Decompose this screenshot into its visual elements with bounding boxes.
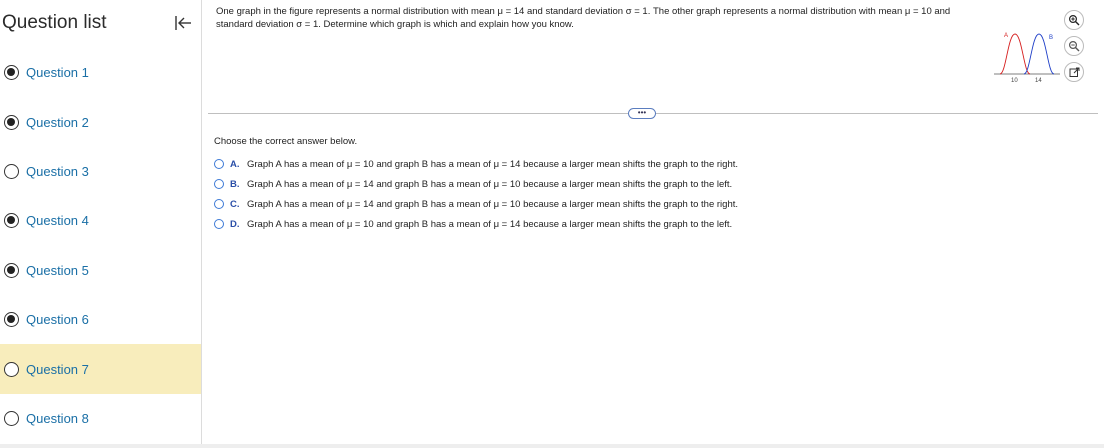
question-label: Question 6 [26, 312, 89, 328]
question-panel [202, 0, 1104, 448]
answered-status-icon [4, 213, 19, 228]
popout-button[interactable] [1064, 62, 1084, 82]
curve-a [1000, 34, 1030, 74]
popout-icon [1069, 67, 1080, 78]
collapse-left-icon [172, 12, 194, 34]
option-d-letter: D. [230, 218, 240, 230]
option-c-text: Graph A has a mean of μ = 14 and graph B has a mean of μ = 10 because a larger mean shifts the graph to the right. [247, 198, 739, 210]
question-item-8[interactable] [0, 394, 201, 443]
option-d-radio[interactable] [214, 219, 224, 229]
question-item-7[interactable] [0, 344, 201, 393]
curve-b-label: B [1049, 35, 1054, 41]
answered-status-icon [4, 263, 19, 278]
question-item-3[interactable] [0, 147, 201, 196]
zoom-out-button[interactable] [1064, 36, 1084, 56]
question-item-1[interactable] [0, 48, 201, 97]
option-b-radio[interactable] [214, 179, 224, 189]
question-label: Question 4 [26, 213, 89, 229]
question-item-4[interactable] [0, 196, 201, 245]
question-label: Question 5 [26, 262, 89, 278]
answered-status-icon [4, 65, 19, 80]
question-list-sidebar [0, 0, 202, 448]
answered-status-icon [4, 312, 19, 327]
sidebar-header [0, 0, 201, 46]
question-label: Question 3 [26, 163, 89, 179]
unanswered-status-icon [4, 362, 19, 377]
expand-more-button[interactable]: ••• [628, 108, 656, 119]
answered-status-icon [4, 115, 19, 130]
question-item-6[interactable] [0, 295, 201, 344]
question-text: One graph in the figure represents a normal distribution with mean μ = 14 and standard deviation σ = 1. The other graph represents a normal distribution with mean μ = 10 and standard deviation σ = 1. Determine which graph is which and explain how you know. [216, 6, 951, 30]
sidebar-title: Question list [2, 12, 107, 33]
question-label: Question 1 [26, 65, 89, 81]
option-a-letter: A. [230, 158, 240, 170]
option-b[interactable] [214, 174, 738, 194]
tick-label-14: 14 [1035, 78, 1042, 84]
option-d-text: Graph A has a mean of μ = 10 and graph B has a mean of μ = 14 because a larger mean shifts the graph to the left. [247, 218, 733, 230]
question-label: Question 8 [26, 410, 89, 426]
answer-prompt: Choose the correct answer below. [214, 136, 358, 147]
zoom-in-icon [1068, 14, 1080, 26]
option-d[interactable] [214, 214, 738, 234]
question-item-5[interactable] [0, 246, 201, 295]
option-a-radio[interactable] [214, 159, 224, 169]
question-label: Question 7 [26, 361, 89, 377]
tick-label-10: 10 [1011, 78, 1018, 84]
option-c-letter: C. [230, 198, 240, 210]
option-a-text: Graph A has a mean of μ = 10 and graph B has a mean of μ = 14 because a larger mean shifts the graph to the right. [247, 158, 739, 170]
unanswered-status-icon [4, 411, 19, 426]
question-list [0, 48, 201, 443]
zoom-out-icon [1068, 40, 1080, 52]
curve-a-label: A [1004, 33, 1009, 39]
question-label: Question 2 [26, 114, 89, 130]
question-item-2[interactable] [0, 97, 201, 146]
option-c[interactable] [214, 194, 738, 214]
zoom-in-button[interactable] [1064, 10, 1084, 30]
option-b-letter: B. [230, 178, 240, 190]
unanswered-status-icon [4, 164, 19, 179]
option-b-text: Graph A has a mean of μ = 14 and graph B has a mean of μ = 10 because a larger mean shifts the graph to the left. [247, 178, 733, 190]
figure-tools [1064, 10, 1088, 88]
option-a[interactable] [214, 154, 738, 174]
normal-distribution-figure [992, 20, 1062, 88]
answer-options [214, 154, 738, 234]
collapse-sidebar-button[interactable] [172, 12, 194, 34]
option-c-radio[interactable] [214, 199, 224, 209]
bottom-scrollbar[interactable] [0, 444, 1104, 448]
